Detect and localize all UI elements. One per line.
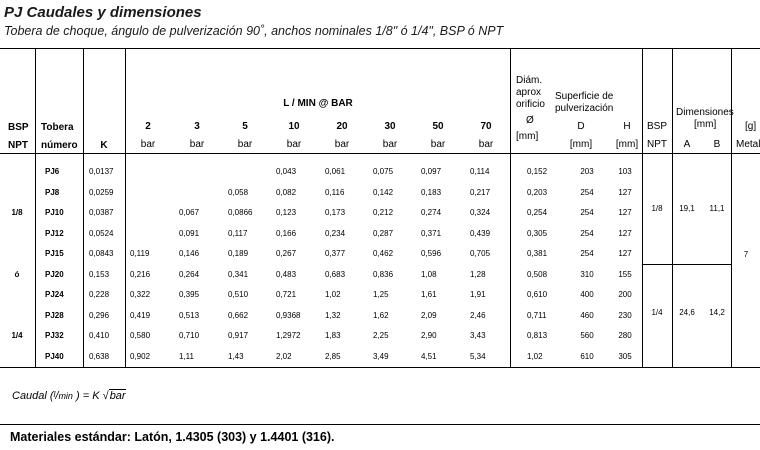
flow-value: 0,058 bbox=[228, 187, 249, 197]
column-divider bbox=[510, 49, 511, 367]
pressure-header: 3 bbox=[194, 121, 200, 132]
spray-surface-d: 610 bbox=[580, 351, 594, 361]
flow-value: 2,85 bbox=[325, 351, 341, 361]
flow-value: 0,082 bbox=[276, 187, 297, 197]
flow-value: 0,183 bbox=[421, 187, 442, 197]
spray-height-h: 103 bbox=[618, 167, 632, 176]
spray-surface-d: 310 bbox=[580, 269, 594, 279]
flow-value: 0,061 bbox=[325, 167, 346, 176]
flow-value: 1,83 bbox=[325, 331, 341, 340]
pressure-unit: bar bbox=[237, 139, 253, 150]
flow-value: 0,216 bbox=[130, 269, 151, 279]
flow-value: 0,377 bbox=[325, 249, 346, 258]
column-divider bbox=[672, 49, 673, 367]
column-divider bbox=[642, 49, 643, 367]
flow-value: 1,61 bbox=[421, 290, 437, 299]
flow-value: 0,287 bbox=[373, 228, 394, 238]
orifice-diameter: 0,610 bbox=[527, 290, 548, 299]
spray-height-h: 155 bbox=[618, 269, 632, 279]
k-value: 0,0843 bbox=[89, 249, 114, 258]
flow-value: 0,9368 bbox=[276, 310, 301, 320]
flow-value: 0,439 bbox=[470, 228, 491, 238]
header-divider bbox=[0, 153, 760, 154]
orifice-diameter: 0,305 bbox=[527, 228, 548, 238]
flow-value: 0,510 bbox=[228, 290, 249, 299]
pressure-unit: bar bbox=[382, 139, 398, 150]
flow-value: 0,264 bbox=[179, 269, 200, 279]
spray-surface-d: 203 bbox=[580, 167, 594, 176]
header-diameter: Diám. aprox orificio Ø [mm] bbox=[516, 75, 545, 142]
flow-value: 0,902 bbox=[130, 351, 151, 361]
nozzle-number: PJ15 bbox=[45, 249, 64, 258]
flow-value: 1,28 bbox=[470, 269, 486, 279]
spray-height-h: 127 bbox=[618, 208, 632, 217]
flow-value: 0,721 bbox=[276, 290, 297, 299]
group-dim-b: 11,1 bbox=[709, 204, 725, 213]
group-dim-b: 14,2 bbox=[709, 308, 725, 317]
flow-value: 0,836 bbox=[373, 269, 394, 279]
spray-height-h: 305 bbox=[618, 351, 632, 361]
formula-root-sign: √ bbox=[102, 390, 109, 402]
flow-value: 1,62 bbox=[373, 310, 389, 320]
group-npt: 1/8 bbox=[651, 204, 663, 213]
flow-value: 0,419 bbox=[130, 310, 151, 320]
k-value: 0,0524 bbox=[89, 228, 114, 238]
page-subtitle: Tobera de choque, ángulo de pulverización 90˚, anchos nominales 1/8" ó 1/4", BSP ó NPT bbox=[4, 24, 504, 38]
flow-value: 0,322 bbox=[130, 290, 151, 299]
group-divider bbox=[642, 264, 731, 265]
flow-value: 0,189 bbox=[228, 249, 249, 258]
flow-value: 0,596 bbox=[421, 249, 442, 258]
flow-value: 0,341 bbox=[228, 269, 249, 279]
spray-height-h: 230 bbox=[618, 310, 632, 320]
flow-value: 0,917 bbox=[228, 331, 249, 340]
flow-value: 0,513 bbox=[179, 310, 200, 320]
header-b: B bbox=[713, 139, 721, 150]
flow-value: 4,51 bbox=[421, 351, 437, 361]
header-k: K bbox=[100, 140, 108, 151]
formula-equals-k: = K bbox=[82, 390, 100, 402]
spray-height-h: 280 bbox=[618, 331, 632, 340]
flow-dimensions-table bbox=[0, 48, 760, 368]
orifice-diameter: 0,508 bbox=[527, 269, 548, 279]
header-tobera: Tobera número bbox=[41, 122, 78, 151]
spray-surface-d: 254 bbox=[580, 187, 594, 197]
flow-value: 0,710 bbox=[179, 331, 200, 340]
nozzle-number: PJ28 bbox=[45, 310, 64, 320]
formula-open-paren: ( bbox=[49, 390, 54, 402]
flow-value: 0,371 bbox=[421, 228, 442, 238]
nozzle-number: PJ6 bbox=[45, 167, 60, 176]
spray-height-h: 127 bbox=[618, 249, 632, 258]
spray-height-h: 127 bbox=[618, 228, 632, 238]
k-value: 0,410 bbox=[89, 331, 110, 340]
header-a: A bbox=[683, 139, 691, 150]
header-flow-group: L / MIN @ BAR bbox=[283, 98, 353, 109]
header-dimensions: Dimensiones [mm] bbox=[676, 107, 734, 130]
nozzle-number: PJ20 bbox=[45, 269, 64, 279]
pressure-unit: bar bbox=[286, 139, 302, 150]
flow-value: 3,49 bbox=[373, 351, 389, 361]
flow-value: 0,483 bbox=[276, 269, 297, 279]
flow-value: 0,116 bbox=[325, 187, 345, 197]
nozzle-number: PJ10 bbox=[45, 208, 64, 217]
formula-close-paren: ) bbox=[76, 390, 80, 402]
flow-value: 3,43 bbox=[470, 331, 486, 340]
spray-surface-d: 254 bbox=[580, 208, 594, 217]
formula-caudal: Caudal bbox=[12, 390, 47, 402]
spray-surface-d: 460 bbox=[580, 310, 594, 320]
pressure-header: 50 bbox=[432, 121, 444, 132]
flow-value: 0,662 bbox=[228, 310, 249, 320]
orifice-diameter: 0,254 bbox=[527, 208, 548, 217]
pressure-unit: bar bbox=[189, 139, 205, 150]
pressure-unit: bar bbox=[140, 139, 156, 150]
header-weight: [g] Metal bbox=[736, 121, 760, 150]
group-dim-a: 24,6 bbox=[679, 308, 695, 317]
flow-value: 0,142 bbox=[373, 187, 394, 197]
flow-value: 0,462 bbox=[373, 249, 394, 258]
flow-value: 1,43 bbox=[228, 351, 244, 361]
materials-footer bbox=[0, 424, 760, 450]
flow-value: 0,146 bbox=[179, 249, 200, 258]
flow-value: 0,212 bbox=[373, 208, 394, 217]
flow-value: 1,2972 bbox=[276, 331, 301, 340]
size-label-or: ó bbox=[14, 270, 20, 279]
flow-value: 0,274 bbox=[421, 208, 442, 217]
flow-value: 0,091 bbox=[179, 228, 200, 238]
flow-value: 0,173 bbox=[325, 208, 346, 217]
spray-surface-d: 560 bbox=[580, 331, 594, 340]
flow-value: 0,267 bbox=[276, 249, 297, 258]
pressure-unit: bar bbox=[334, 139, 350, 150]
flow-value: 2,25 bbox=[373, 331, 389, 340]
nozzle-number: PJ40 bbox=[45, 351, 64, 361]
flow-value: 2,09 bbox=[421, 310, 437, 320]
spray-surface-d: 254 bbox=[580, 249, 594, 258]
nozzle-number: PJ8 bbox=[45, 187, 60, 197]
header-h-unit: [mm] bbox=[615, 139, 639, 150]
flow-value: 0,114 bbox=[470, 167, 490, 176]
flow-formula bbox=[12, 390, 126, 402]
flow-value: 2,02 bbox=[276, 351, 292, 361]
pressure-header: 70 bbox=[480, 121, 492, 132]
nozzle-number: PJ24 bbox=[45, 290, 64, 299]
formula-unit-slash: / bbox=[55, 390, 59, 402]
orifice-diameter: 0,203 bbox=[527, 187, 548, 197]
flow-value: 1,11 bbox=[179, 351, 194, 361]
k-value: 0,153 bbox=[89, 269, 110, 279]
column-divider bbox=[731, 49, 732, 367]
flow-value: 0,0866 bbox=[228, 208, 253, 217]
pressure-header: 10 bbox=[288, 121, 300, 132]
size-label-eighth: 1/8 bbox=[11, 208, 23, 217]
flow-value: 0,580 bbox=[130, 331, 151, 340]
pressure-header: 30 bbox=[384, 121, 396, 132]
flow-value: 2,46 bbox=[470, 310, 486, 320]
flow-value: 0,097 bbox=[421, 167, 442, 176]
page-title: PJ Caudales y dimensiones bbox=[4, 4, 202, 21]
spray-surface-d: 254 bbox=[580, 228, 594, 238]
flow-value: 5,34 bbox=[470, 351, 486, 361]
flow-value: 1,02 bbox=[325, 290, 341, 299]
k-value: 0,0137 bbox=[89, 167, 114, 176]
column-divider bbox=[35, 49, 36, 367]
header-bsp-npt: BSP NPT bbox=[8, 122, 29, 151]
flow-value: 0,075 bbox=[373, 167, 394, 176]
flow-value: 0,123 bbox=[276, 208, 297, 217]
spray-surface-d: 400 bbox=[580, 290, 594, 299]
column-divider bbox=[125, 49, 126, 367]
flow-value: 0,043 bbox=[276, 167, 297, 176]
orifice-diameter: 0,813 bbox=[527, 331, 548, 340]
flow-value: 1,32 bbox=[325, 310, 341, 320]
k-value: 0,0387 bbox=[89, 208, 114, 217]
flow-value: 1,08 bbox=[421, 269, 437, 279]
flow-value: 0,166 bbox=[276, 228, 297, 238]
spray-height-h: 200 bbox=[618, 290, 632, 299]
k-value: 0,296 bbox=[89, 310, 110, 320]
flow-value: 0,683 bbox=[325, 269, 346, 279]
nozzle-number: PJ12 bbox=[45, 228, 64, 238]
orifice-diameter: 0,711 bbox=[527, 310, 547, 320]
flow-value: 1,91 bbox=[470, 290, 486, 299]
flow-value: 0,234 bbox=[325, 228, 346, 238]
formula-unit-denominator: min bbox=[58, 391, 73, 401]
flow-value: 0,324 bbox=[470, 208, 491, 217]
flow-value: 0,705 bbox=[470, 249, 491, 258]
header-bsp-npt-2: BSP NPT bbox=[647, 121, 668, 150]
pressure-unit: bar bbox=[430, 139, 446, 150]
flow-value: 2,90 bbox=[421, 331, 437, 340]
header-surface: Superficie de pulverización bbox=[555, 91, 614, 114]
orifice-diameter: 1,02 bbox=[527, 351, 543, 361]
pressure-header: 2 bbox=[145, 121, 151, 132]
pressure-unit: bar bbox=[478, 139, 494, 150]
header-d-unit: [mm] bbox=[569, 139, 593, 150]
orifice-diameter: 0,152 bbox=[527, 167, 548, 176]
flow-value: 0,117 bbox=[228, 228, 248, 238]
flow-value: 1,25 bbox=[373, 290, 389, 299]
formula-radicand: bar bbox=[109, 390, 126, 402]
weight-value: 7 bbox=[743, 250, 749, 259]
nozzle-number: PJ32 bbox=[45, 331, 64, 340]
orifice-diameter: 0,381 bbox=[527, 249, 548, 258]
pressure-header: 5 bbox=[242, 121, 248, 132]
materials-text: Materiales estándar: Latón, 1.4305 (303) y 1.4401 (316). bbox=[10, 430, 335, 444]
flow-value: 0,067 bbox=[179, 208, 200, 217]
flow-value: 0,119 bbox=[130, 249, 150, 258]
formula-unit-numerator: l bbox=[53, 390, 56, 399]
pressure-header: 20 bbox=[336, 121, 348, 132]
group-dim-a: 19,1 bbox=[679, 204, 695, 213]
header-h: H bbox=[623, 121, 631, 132]
k-value: 0,228 bbox=[89, 290, 110, 299]
group-npt: 1/4 bbox=[651, 308, 663, 317]
k-value: 0,638 bbox=[89, 351, 110, 361]
k-value: 0,0259 bbox=[89, 187, 114, 197]
column-divider bbox=[83, 49, 84, 367]
flow-value: 0,217 bbox=[470, 187, 491, 197]
spray-height-h: 127 bbox=[618, 187, 632, 197]
size-label-quarter: 1/4 bbox=[11, 331, 23, 340]
flow-value: 0,395 bbox=[179, 290, 200, 299]
header-d: D bbox=[577, 121, 585, 132]
